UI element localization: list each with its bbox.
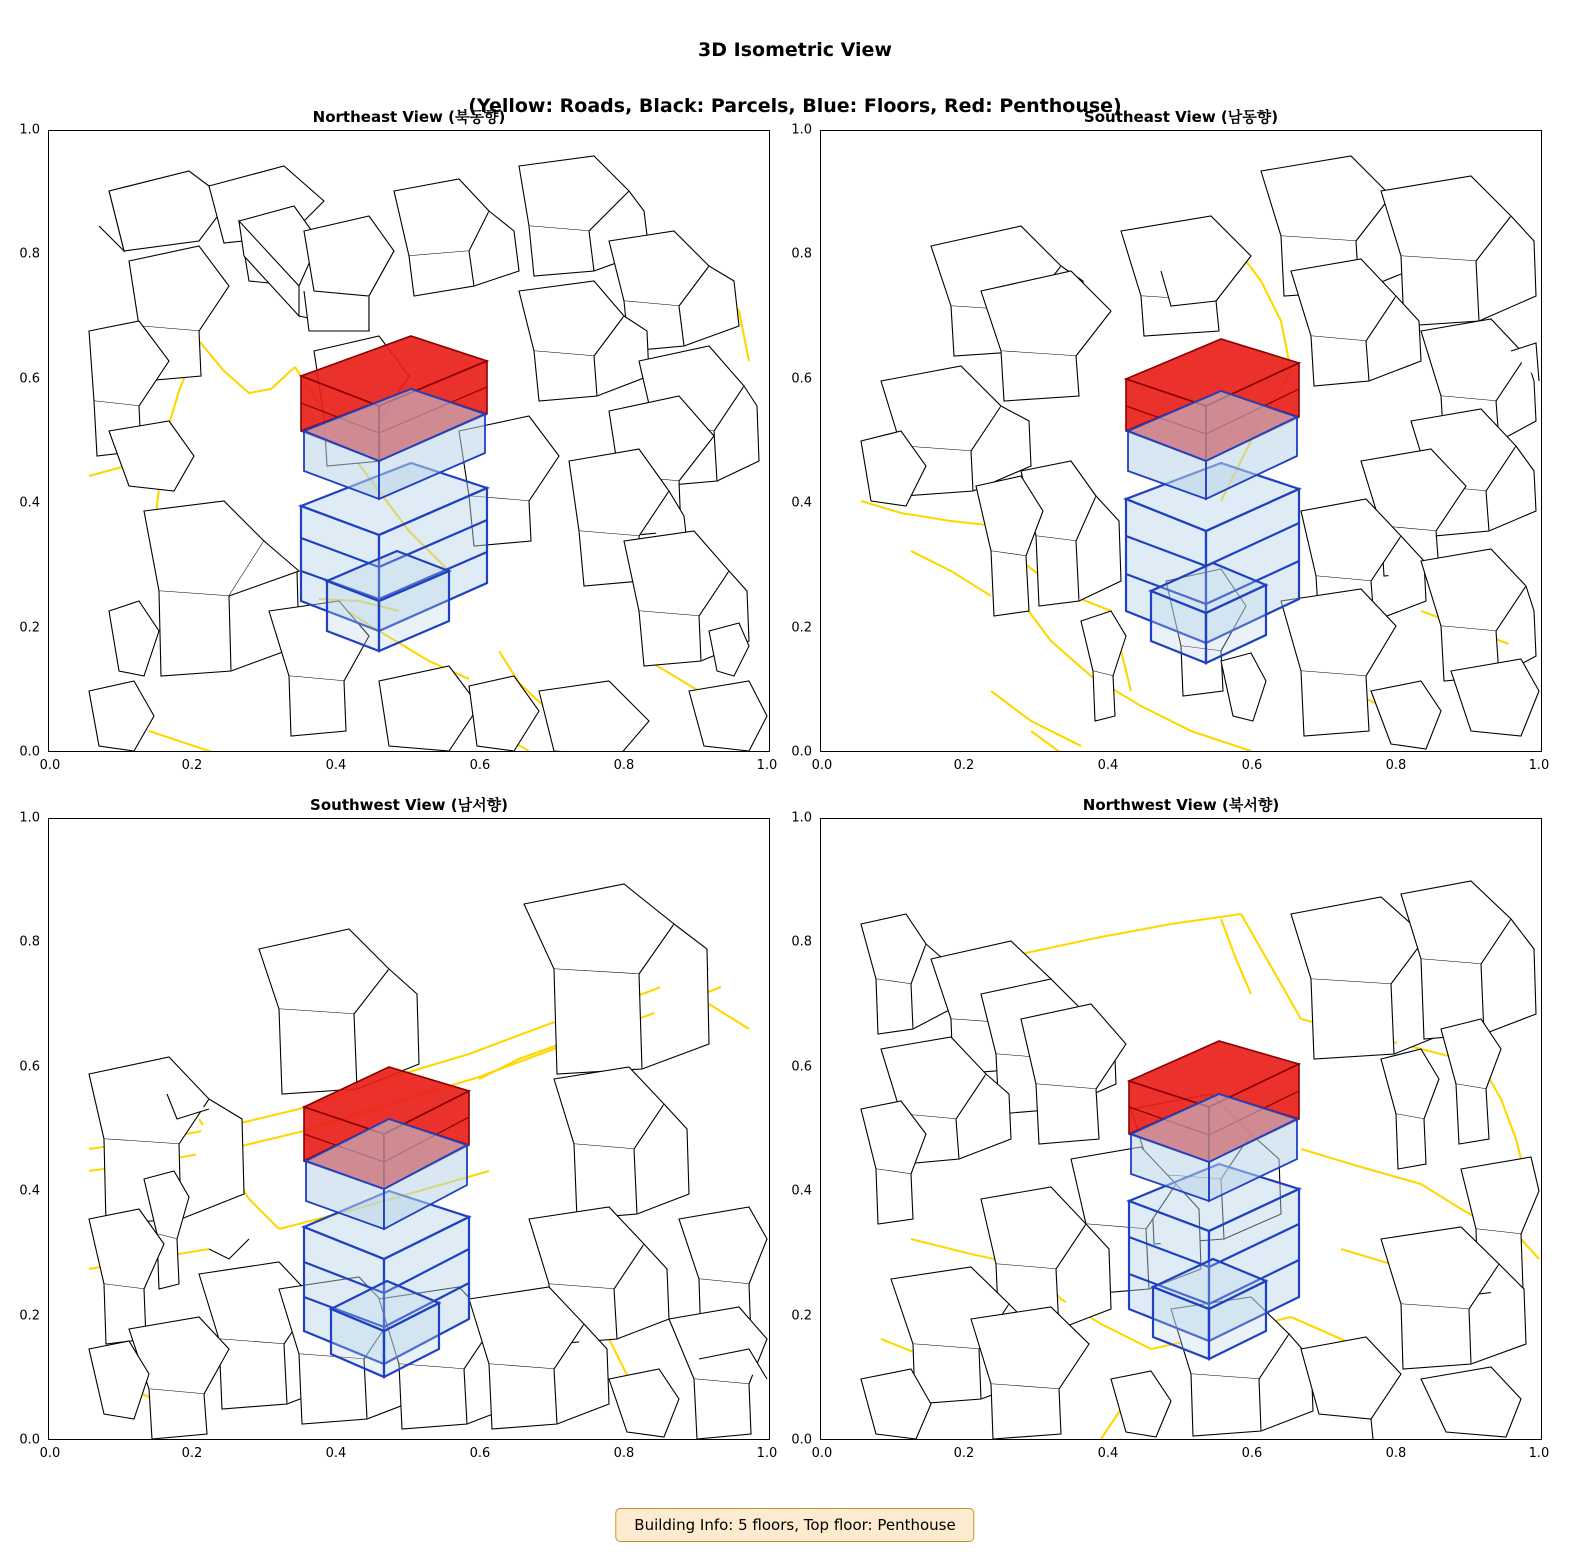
xtick-label: 0.6 [1241, 758, 1263, 773]
panel-northeast [19, 108, 778, 773]
ytick-label: 0.6 [791, 1059, 812, 1075]
ytick-label: 0.6 [19, 1059, 40, 1075]
southeast-scene [821, 131, 1542, 752]
xtick-label: 0.2 [953, 758, 975, 773]
xtick-label: 0.4 [325, 1446, 347, 1461]
ytick-label: 0.4 [19, 495, 40, 511]
ytick-label: 0.8 [791, 934, 812, 950]
ytick-label: 0.6 [19, 371, 40, 387]
ytick-label: 0.4 [791, 495, 812, 511]
panel-southwest [19, 796, 778, 1461]
ytick-label: 1.0 [19, 122, 40, 138]
ytick-label: 0.0 [791, 744, 812, 760]
panel-southeast [791, 108, 1550, 773]
northeast-scene [49, 131, 770, 752]
panel-northwest-axes[interactable] [820, 818, 1542, 1440]
panel-southeast-title: Southeast View (남동향) [1083, 108, 1279, 126]
xtick-label: 0.8 [613, 758, 635, 773]
southwest-scene [49, 819, 770, 1440]
xtick-label: 0.2 [181, 758, 203, 773]
xtick-label: 0.4 [1097, 1446, 1119, 1461]
ytick-label: 0.2 [19, 620, 40, 636]
xtick-label: 1.0 [1528, 1446, 1550, 1461]
ytick-label: 0.2 [791, 1308, 812, 1324]
xtick-label: 0.4 [325, 758, 347, 773]
xtick-label: 0.4 [1097, 758, 1119, 773]
suptitle-line-2: (Yellow: Roads, Black: Parcels, Blue: Floors, Red: Penthouse) [468, 95, 1122, 117]
subject-building-nw [1129, 1041, 1299, 1359]
xtick-label: 1.0 [756, 1446, 778, 1461]
xtick-label: 0.0 [811, 1446, 833, 1461]
xtick-label: 0.2 [181, 1446, 203, 1461]
ytick-label: 1.0 [791, 810, 812, 826]
ytick-label: 1.0 [19, 810, 40, 826]
subject-building-sw [304, 1067, 469, 1377]
suptitle-line-1: 3D Isometric View [698, 39, 892, 61]
ytick-label: 1.0 [791, 122, 812, 138]
panel-northeast-title: Northeast View (북동향) [312, 108, 506, 126]
ytick-label: 0.8 [19, 246, 40, 262]
ytick-label: 0.2 [791, 620, 812, 636]
xtick-label: 0.8 [1385, 758, 1407, 773]
ytick-label: 0.4 [791, 1183, 812, 1199]
xtick-label: 0.0 [811, 758, 833, 773]
xtick-label: 0.6 [1241, 1446, 1263, 1461]
building-info-badge: Building Info: 5 floors, Top floor: Penthouse [615, 1508, 974, 1542]
panel-northwest [791, 796, 1550, 1461]
ytick-label: 0.8 [19, 934, 40, 950]
ytick-label: 0.0 [19, 744, 40, 760]
ytick-label: 0.0 [19, 1432, 40, 1448]
ytick-label: 0.6 [791, 371, 812, 387]
xtick-label: 0.6 [469, 1446, 491, 1461]
panel-northwest-title: Northwest View (북서향) [1082, 796, 1280, 814]
xtick-label: 1.0 [756, 758, 778, 773]
ytick-label: 0.0 [791, 1432, 812, 1448]
northwest-scene [821, 819, 1542, 1440]
xtick-label: 0.8 [1385, 1446, 1407, 1461]
ytick-label: 0.2 [19, 1308, 40, 1324]
panel-southwest-title: Southwest View (남서향) [310, 796, 508, 814]
xtick-label: 1.0 [1528, 758, 1550, 773]
xtick-label: 0.0 [39, 1446, 61, 1461]
xtick-label: 0.2 [953, 1446, 975, 1461]
xtick-label: 0.6 [469, 758, 491, 773]
panel-southwest-axes[interactable] [48, 818, 770, 1440]
xtick-label: 0.8 [613, 1446, 635, 1461]
panel-northeast-axes[interactable] [48, 130, 770, 752]
subject-building-se [1126, 339, 1299, 663]
xtick-label: 0.0 [39, 758, 61, 773]
ytick-label: 0.8 [791, 246, 812, 262]
panel-southeast-axes[interactable] [820, 130, 1542, 752]
ytick-label: 0.4 [19, 1183, 40, 1199]
subject-building-ne [301, 336, 487, 651]
